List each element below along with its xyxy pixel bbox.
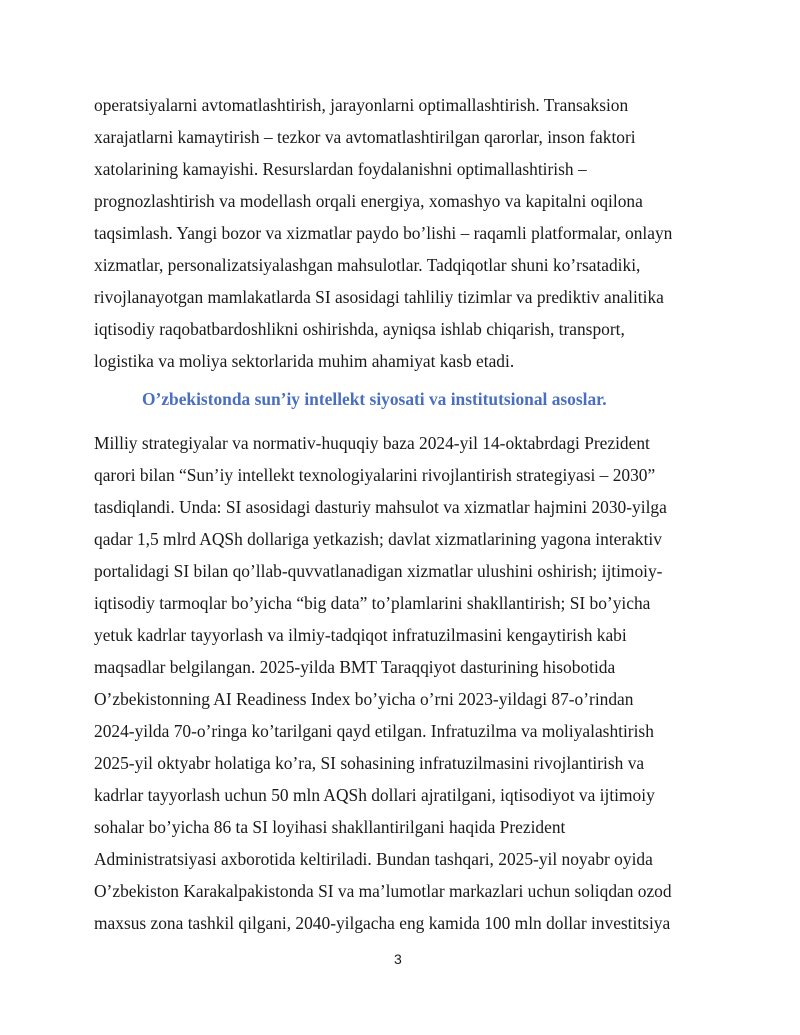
section-heading: O’zbekistonda sun’iy intellekt siyosati va institutsional asoslar. — [142, 389, 607, 409]
page-number: 3 — [394, 951, 402, 967]
text-line: maxsus zona tashkil qilgani, 2040-yilgacha eng kamida 100 mln dollar investitsiya — [94, 913, 671, 933]
text-line: 2024-yilda 70-o’ringa ko’tarilgani qayd etilgan. Infratuzilma va moliyalashtirish — [94, 721, 654, 741]
text-line: tasdiqlandi. Unda: SI asosidagi dasturiy mahsulot va xizmatlar hajmini 2030-yilga — [94, 497, 667, 517]
text-line: qadar 1,5 mlrd AQSh dollariga yetkazish; davlat xizmatlarining yagona interaktiv — [94, 529, 662, 549]
text-line: taqsimlash. Yangi bozor va xizmatlar paydo bo’lishi – raqamli platformalar, onlayn — [94, 223, 673, 243]
text-line: operatsiyalarni avtomatlashtirish, jarayonlarni optimallashtirish. Transaksion — [94, 95, 629, 115]
text-line: portalidagi SI bilan qo’llab-quvvatlanadigan xizmatlar ulushini oshirish; ijtimoiy- — [94, 561, 663, 581]
text-line: logistika va moliya sektorlarida muhim ahamiyat kasb etadi. — [94, 351, 515, 371]
text-line: maqsadlar belgilangan. 2025-yilda BMT Taraqqiyot dasturining hisobotida — [94, 657, 616, 677]
text-line: qarori bilan “Sun’iy intellekt texnologiyalarini rivojlantirish strategiyasi – 2030” — [94, 465, 656, 485]
text-line: kadrlar tayyorlash uchun 50 mln AQSh dollari ajratilgani, iqtisodiyot va ijtimoiy — [94, 785, 655, 805]
text-line: sohalar bo’yicha 86 ta SI loyihasi shakllantirilgani haqida Prezident — [94, 817, 566, 837]
text-line: rivojlanayotgan mamlakatlarda SI asosidagi tahliliy tizimlar va prediktiv analitika — [94, 287, 664, 307]
text-line: iqtisodiy raqobatbardoshlikni oshirishda, ayniqsa ishlab chiqarish, transport, — [94, 319, 625, 339]
text-line: O’zbekistonning AI Readiness Index bo’yicha o’rni 2023-yildagi 87-o’rindan — [94, 689, 634, 709]
text-line: Administratsiyasi axborotida keltiriladi. Bundan tashqari, 2025-yil noyabr oyida — [94, 849, 653, 869]
text-line: yetuk kadrlar tayyorlash va ilmiy-tadqiqot infratuzilmasini kengaytirish kabi — [94, 625, 627, 645]
text-line: xatolarining kamayishi. Resurslardan foydalanishni optimallashtirish – — [94, 159, 587, 179]
text-line: O’zbekiston Karakalpakistonda SI va ma’lumotlar markazlari uchun soliqdan ozod — [94, 881, 672, 901]
text-line: Milliy strategiyalar va normativ-huquqiy baza 2024-yil 14-oktabrdagi Prezident — [94, 433, 650, 453]
text-line: iqtisodiy tarmoqlar bo’yicha “big data” to’plamlarini shakllantirish; SI bo’yicha — [94, 593, 651, 613]
text-line: prognozlashtirish va modellash orqali energiya, xomashyo va kapitalni oqilona — [94, 191, 643, 211]
text-line: xarajatlarni kamaytirish – tezkor va avtomatlashtirilgan qarorlar, inson faktori — [94, 127, 636, 147]
text-line: xizmatlar, personalizatsiyalashgan mahsulotlar. Tadqiqotlar shuni ko’rsatadiki, — [94, 255, 641, 275]
text-line: 2025-yil oktyabr holatiga ko’ra, SI sohasining infratuzilmasini rivojlantirish va — [94, 753, 645, 773]
